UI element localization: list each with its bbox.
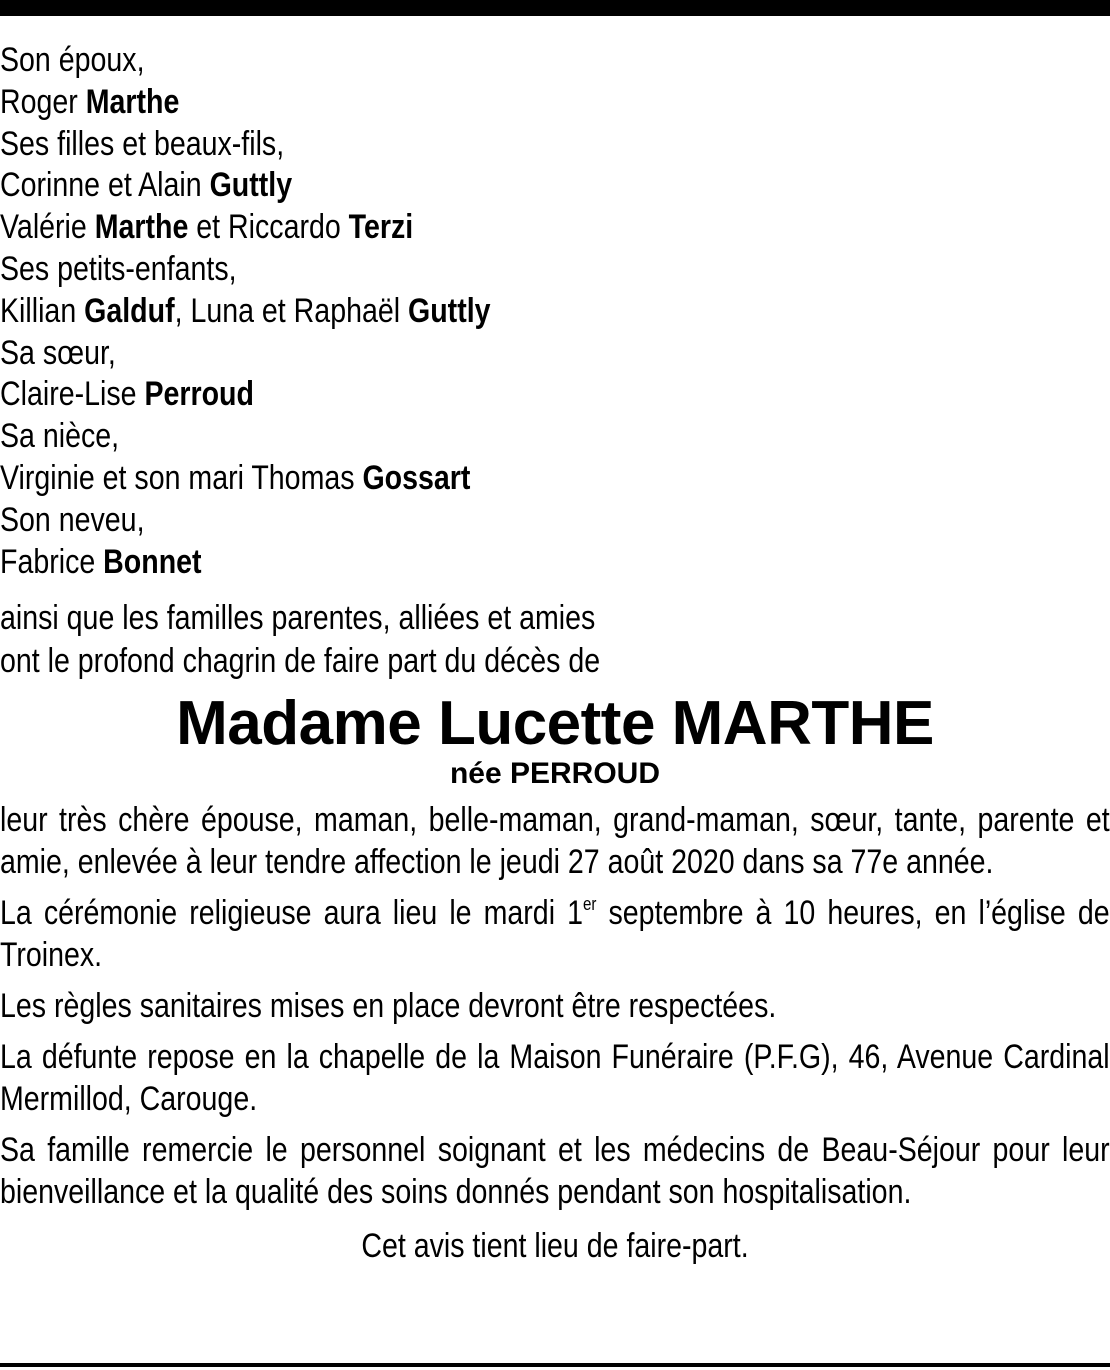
surname: Marthe [85, 82, 180, 121]
family-line: Son époux, [0, 41, 145, 79]
family-line: Corinne et Alain Guttly [0, 166, 293, 205]
family-line: Ses filles et beaux-fils, [0, 124, 285, 163]
family-line: Killian Galduf, Luna et Raphaël Guttly [0, 291, 491, 330]
intro-line: ainsi que les familles parentes, alliées et amies [0, 599, 596, 638]
ordinal-suffix: er [582, 894, 597, 915]
announcement-intro [0, 597, 1110, 683]
family-line: Sa nièce, [0, 417, 120, 456]
surname: Terzi [348, 208, 414, 247]
surname: Gossart [362, 458, 471, 497]
deceased-name: Madame Lucette MARTHE [176, 689, 934, 759]
closing-line: Cet avis tient lieu de faire-part. [361, 1227, 749, 1266]
surname: Guttly [408, 291, 491, 330]
family-line: Virginie et son mari Thomas Gossart [0, 458, 471, 497]
intro-line: ont le profond chagrin de faire part du décès de [0, 642, 601, 681]
sanitary-paragraph: Les règles sanitaires mises en place devront être respectées. [0, 987, 777, 1026]
surname: Bonnet [103, 542, 202, 581]
ceremony-paragraph: La cérémonie religieuse aura lieu le mardi 1er septembre à 10 heures, en l’église de Troinex. [0, 894, 1110, 975]
family-line: Ses petits-enfants, [0, 249, 237, 288]
top-rule [0, 0, 1110, 16]
family-line: Roger Marthe [0, 82, 180, 121]
surname: Perroud [144, 375, 254, 414]
maiden-name: née PERROUD [449, 757, 661, 791]
thanks-paragraph: Sa famille remercie le personnel soignant et les médecins de Beau-Séjour pour leur bienveillance et la qualité des soins donnés pendant son hospitalisation. [0, 1131, 1110, 1212]
family-line: Son neveu, [0, 500, 145, 539]
surname: Marthe [94, 208, 189, 247]
family-list [0, 40, 1110, 583]
surname: Galduf [84, 291, 175, 330]
family-line: Sa sœur, [0, 333, 116, 372]
bottom-rule [0, 1363, 1110, 1367]
surname: Guttly [209, 166, 293, 205]
family-line: Valérie Marthe et Riccardo Terzi [0, 208, 414, 247]
family-line: Claire-Lise Perroud [0, 375, 254, 414]
obituary-notice [0, 40, 1110, 1267]
tribute-paragraph: leur très chère épouse, maman, belle-maman, grand-maman, sœur, tante, parente et amie, enlevée à leur tendre affection le jeudi 27 août 2020 dans sa 77e année. [0, 801, 1110, 882]
rest-location-paragraph: La défunte repose en la chapelle de la Maison Funéraire (P.F.G), 46, Avenue Cardinal Mermillod, Carouge. [0, 1038, 1110, 1119]
family-line: Fabrice Bonnet [0, 542, 202, 581]
